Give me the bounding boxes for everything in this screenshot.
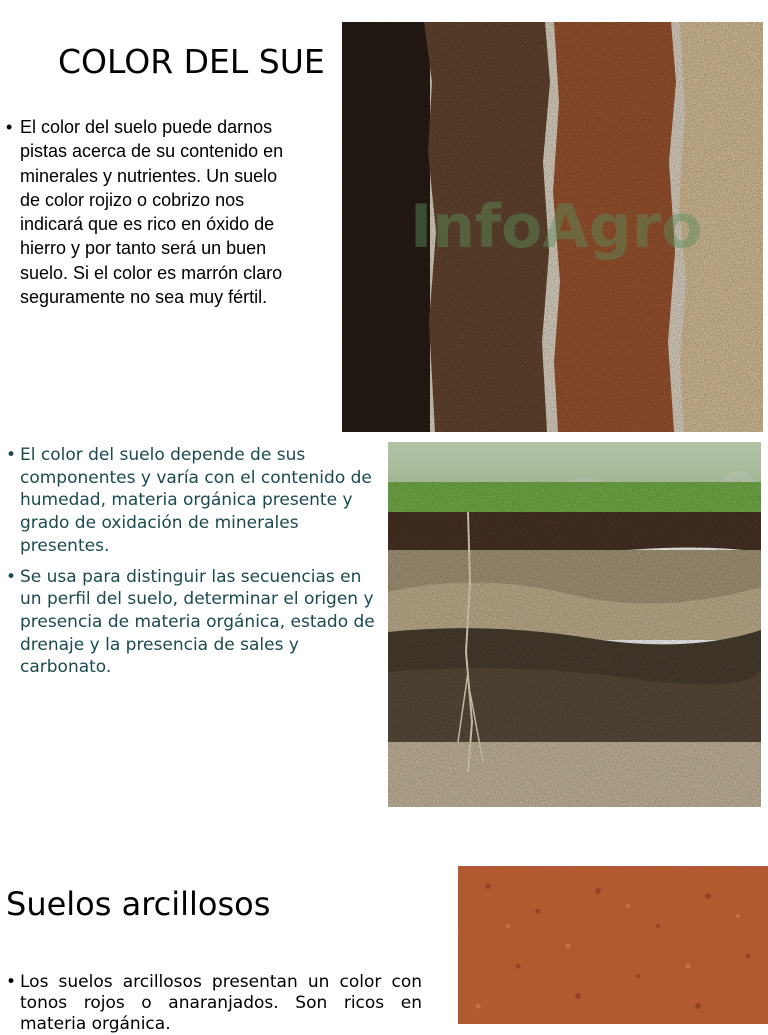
clay-soil-image bbox=[458, 866, 768, 1024]
slide2-bullet-uses: • Se usa para distinguir las secuencias en un perfil del suelo, determinar el origen y presencia de materia orgánica, estado de drenaje y la presencia de sales y carbonato. bbox=[6, 566, 378, 680]
slide1-bullet: • El color del suelo puede darnos pistas acerca de su contenido en minerales y nutrientes. Un suelo de color rojizo o cobrizo nos indicará que es rico en óxido de hierro y por tanto será un buen suelo. Si el color es marrón claro seguramente no sea muy fértil. bbox=[6, 115, 296, 309]
slide1-bullet-list bbox=[6, 115, 296, 309]
slide3-bullet-clay-color: • Los suelos arcillosos presentan un color con tonos rojos o anaranjados. Son ricos en materia orgánica. bbox=[6, 972, 422, 1035]
soil-profile-image bbox=[388, 442, 761, 807]
soil-color-samples-image bbox=[342, 22, 763, 432]
slide-title-suelos-arcillosos: Suelos arcillosos bbox=[6, 885, 271, 923]
slide-title-color-del-suelo: COLOR DEL SUE bbox=[58, 42, 325, 81]
slide2-bullet-components: • El color del suelo depende de sus componentes y varía con el contenido de humedad, materia orgánica presente y grado de oxidación de minerales presentes. bbox=[6, 444, 378, 558]
infoagro-watermark: InfoAgro bbox=[410, 192, 703, 262]
slide2-bullet-list bbox=[6, 444, 378, 687]
slide3-bullet-list bbox=[6, 972, 422, 1035]
